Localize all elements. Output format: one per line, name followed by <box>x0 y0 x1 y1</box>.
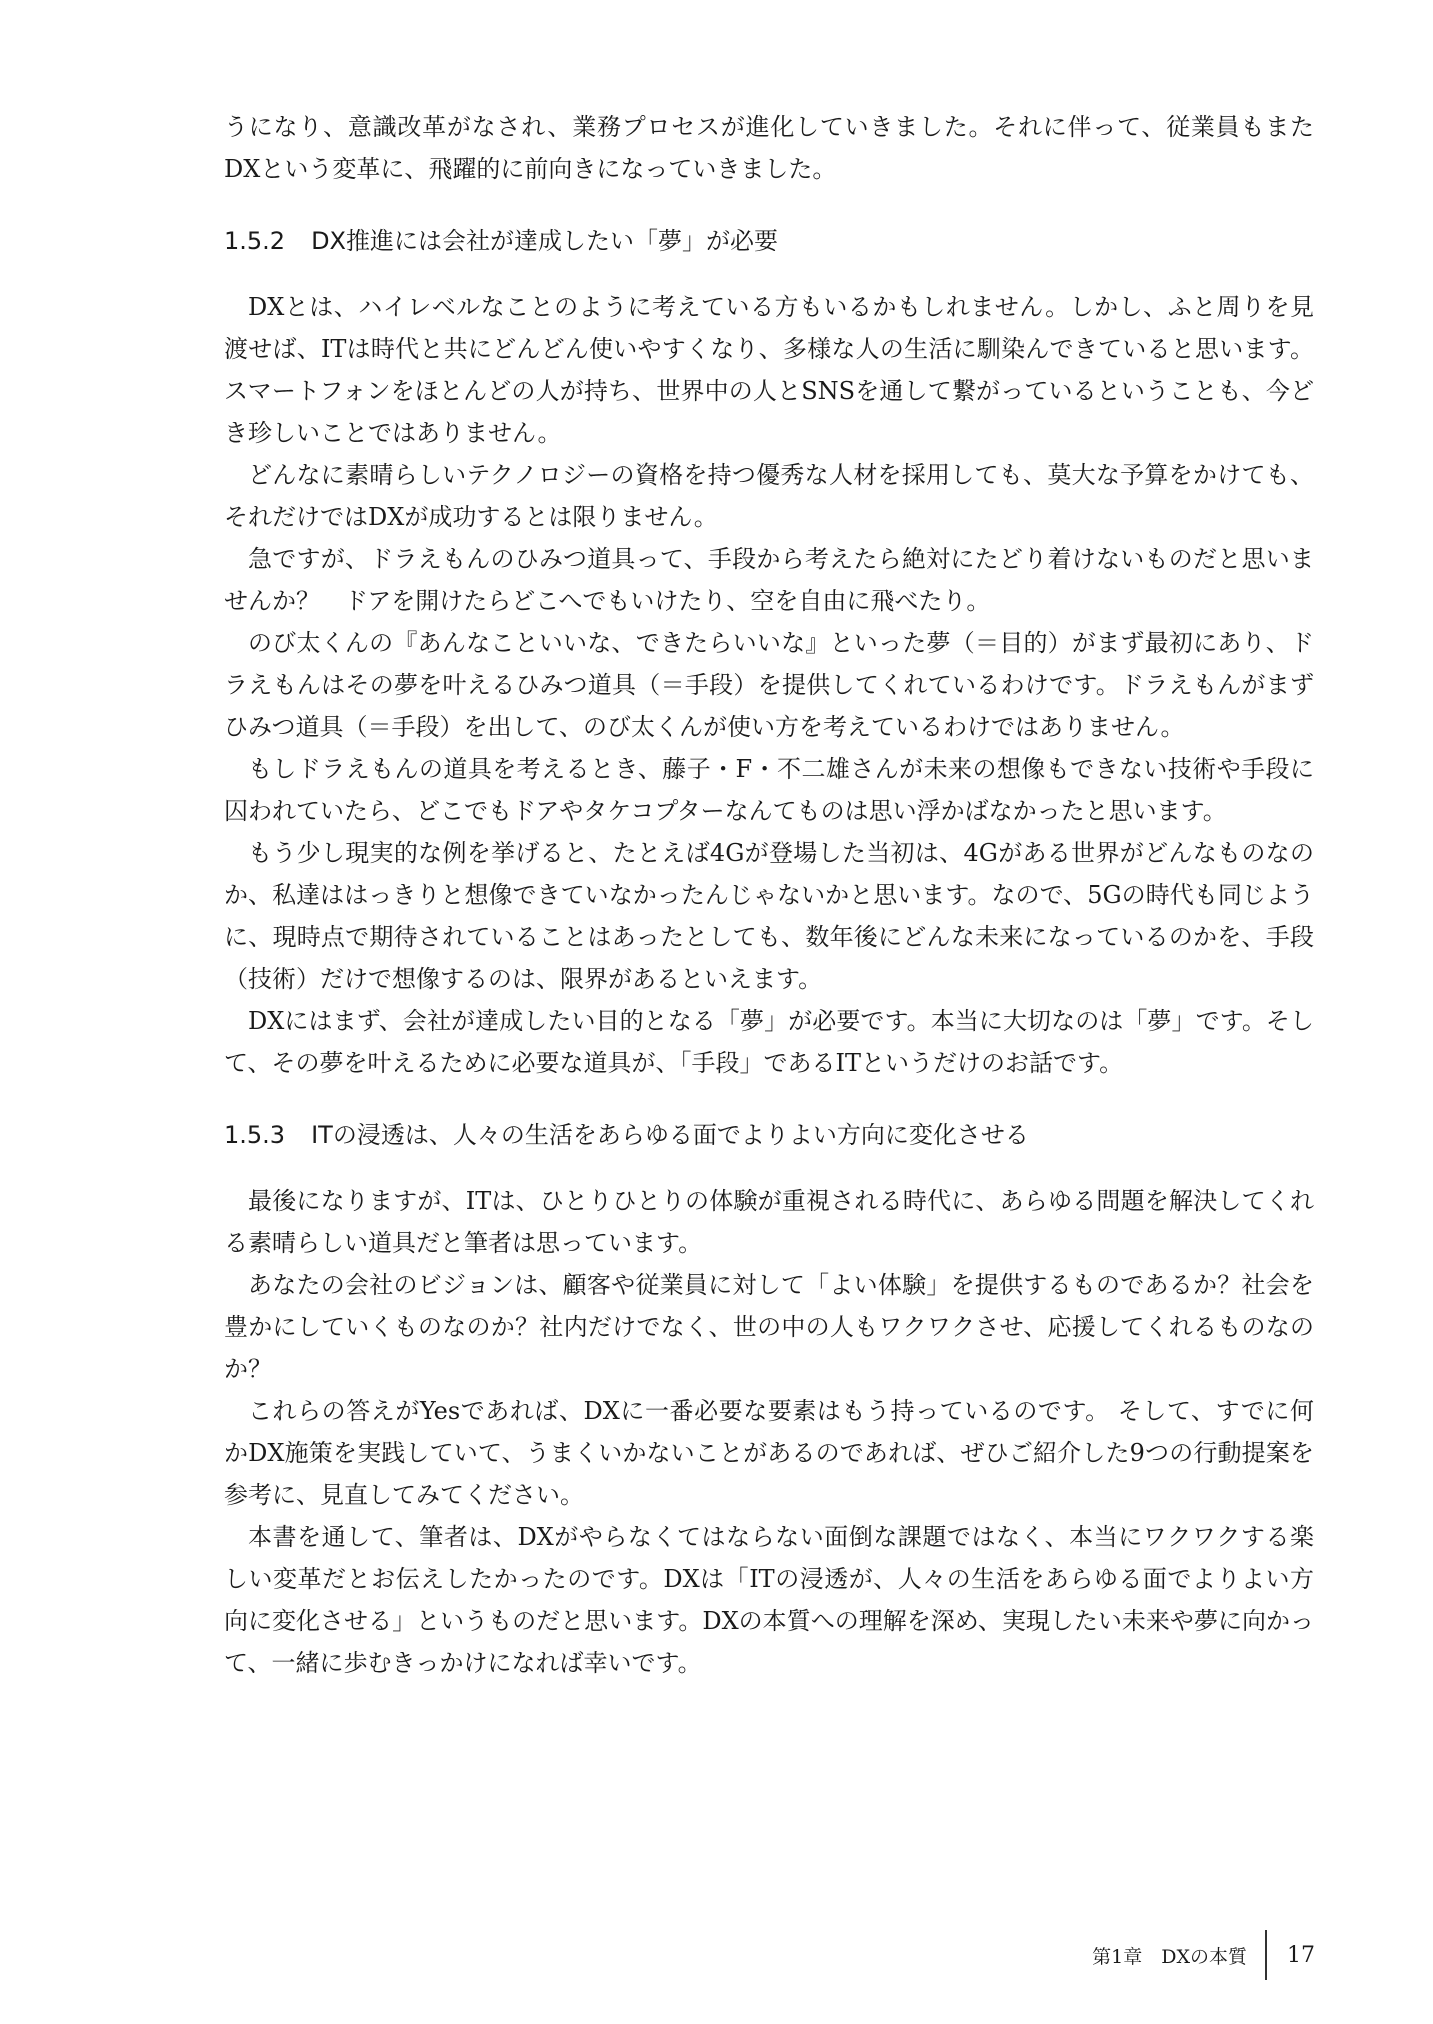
body-paragraph: 急ですが、ドラえもんのひみつ道具って、手段から考えたら絶対にたどり着けないものだと思いませんか？ ドアを開けたらどこへでもいけたり、空を自由に飛べたり。 <box>224 545 1314 615</box>
body-paragraph: もう少し現実的な例を挙げると、たとえば4Gが登場した当初は、4Gがある世界がどんなものなのか、私達ははっきりと想像できていなかったんじゃないかと思います。なので、5Gの時代も同じように、現時点で期待されていることはあったとしても、数年後にどんな未来になっているのかを、手段（技術）だけで想像するのは、限界があるといえます。 <box>224 839 1314 993</box>
body-paragraph: DXとは、ハイレベルなことのように考えている方もいるかもしれません。しかし、ふと周りを見渡せば、ITは時代と共にどんどん使いやすくなり、多様な人の生活に馴染んできていると思います。スマートフォンをほとんどの人が持ち、世界中の人とSNSを通して繋がっているということも、今どき珍しいことではありません。 <box>224 293 1314 447</box>
section-title: ITの浸透は、人々の生活をあらゆる面でよりよい方向に変化させる <box>311 1121 1029 1149</box>
body-paragraph: どんなに素晴らしいテクノロジーの資格を持つ優秀な人材を採用しても、莫大な予算をかけても、それだけではDXが成功するとは限りません。 <box>224 461 1314 531</box>
page-footer <box>1092 1930 1315 1980</box>
body-paragraph: これらの答えがYesであれば、DXに一番必要な要素はもう持っているのです。 そして、すでに何かDX施策を実践していて、うまくいかないことがあるのであれば、ぜひご紹介した9つの行動提案を参考に、見直してみてください。 <box>224 1397 1314 1509</box>
page-body <box>224 106 1314 1684</box>
page-number: 17 <box>1287 1942 1315 1968</box>
footer-divider <box>1265 1930 1267 1980</box>
section-number: 1.5.3 <box>224 1121 286 1149</box>
section-heading-1-5-2 <box>224 224 1314 258</box>
body-paragraph: 最後になりますが、ITは、ひとりひとりの体験が重視される時代に、あらゆる問題を解決してくれる素晴らしい道具だと筆者は思っています。 <box>224 1187 1314 1257</box>
body-paragraph: 本書を通して、筆者は、DXがやらなくてはならない面倒な課題ではなく、本当にワクワクする楽しい変革だとお伝えしたかったのです。DXは「ITの浸透が、人々の生活をあらゆる面でよりよい方向に変化させる」というものだと思います。DXの本質への理解を深め、実現したい未来や夢に向かって、一緒に歩むきっかけになれば幸いです。 <box>224 1523 1314 1677</box>
running-footer-chapter: 第1章 DXの本質 <box>1092 1945 1247 1968</box>
section-title: DX推進には会社が達成したい「夢」が必要 <box>311 227 778 255</box>
intro-paragraph: うになり、意識改革がなされ、業務プロセスが進化していきました。それに伴って、従業員もまたDXという変革に、飛躍的に前向きになっていきました。 <box>224 113 1314 183</box>
body-paragraph: もしドラえもんの道具を考えるとき、藤子・F・不二雄さんが未来の想像もできない技術や手段に囚われていたら、どこでもドアやタケコプターなんてものは思い浮かばなかったと思います。 <box>224 755 1314 825</box>
body-paragraph: あなたの会社のビジョンは、顧客や従業員に対して「よい体験」を提供するものであるか？社会を豊かにしていくものなのか？社内だけでなく、世の中の人もワクワクさせ、応援してくれるものなのか？ <box>224 1271 1314 1383</box>
body-paragraph: のび太くんの『あんなこといいな、できたらいいな』といった夢（＝目的）がまず最初にあり、ドラえもんはその夢を叶えるひみつ道具（＝手段）を提供してくれているわけです。ドラえもんがまずひみつ道具（＝手段）を出して、のび太くんが使い方を考えているわけではありません。 <box>224 629 1314 741</box>
section-heading-1-5-3 <box>224 1118 1314 1152</box>
body-paragraph: DXにはまず、会社が達成したい目的となる「夢」が必要です。本当に大切なのは「夢」です。そして、その夢を叶えるために必要な道具が、「手段」であるITというだけのお話です。 <box>224 1007 1314 1077</box>
section-number: 1.5.2 <box>224 227 286 255</box>
